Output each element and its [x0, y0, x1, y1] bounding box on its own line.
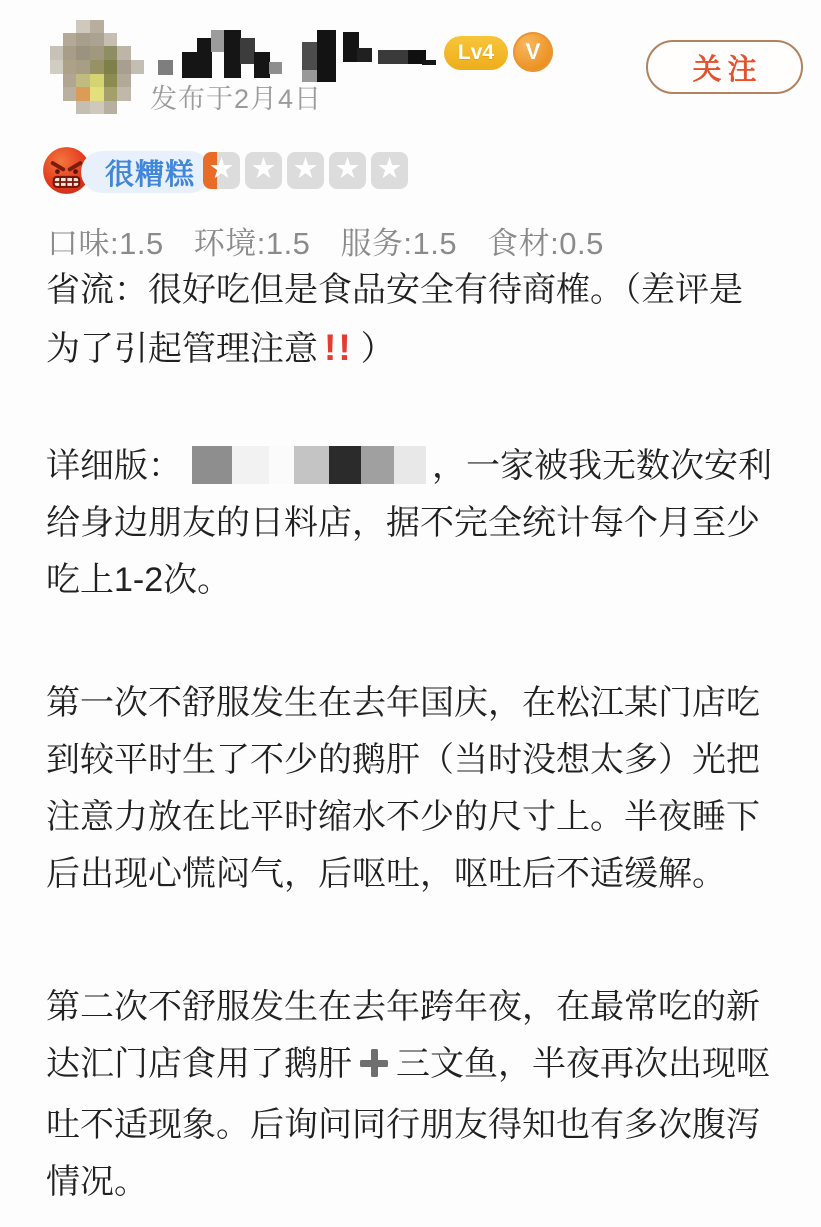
text-line: 注意力放在比平时缩水不少的尺寸上。半夜睡下 [46, 798, 760, 836]
censor-block [329, 446, 361, 484]
star-rating [203, 152, 408, 189]
censor-block [269, 62, 282, 74]
plus-icon [358, 1049, 390, 1087]
censored-restaurant-name [192, 446, 426, 484]
text-segment: 三文鱼，半夜再次出现呕 [396, 1045, 770, 1083]
text-segment: ，一家被我无数次安利 [432, 447, 772, 485]
censor-block [394, 446, 426, 484]
text-segment: 为了引起管理注意 [46, 330, 318, 368]
text-line [46, 1036, 796, 1097]
censor-block [211, 30, 225, 52]
text-line: 到较平时生了不少的鹅肝（当时没想太多）光把 [46, 741, 760, 779]
follow-button[interactable]: 关注 [646, 40, 803, 94]
censor-block [294, 446, 329, 484]
paragraph-first-incident [46, 675, 796, 903]
censor-block [158, 60, 173, 75]
censored-username[interactable] [150, 28, 438, 84]
censor-block [357, 48, 372, 62]
text-line: 后出现心慌闷气，后呕吐，呕吐后不适缓解。 [46, 855, 726, 893]
star-icon [287, 152, 324, 189]
censor-block [422, 60, 436, 65]
text-line: 第一次不舒服发生在去年国庆，在松江某门店吃 [46, 684, 760, 722]
text-segment: ） [360, 330, 395, 368]
censor-block [240, 38, 255, 64]
censor-block [361, 446, 394, 484]
censor-block [224, 30, 241, 78]
rating-label: 很糟糕 [81, 151, 211, 193]
sub-scores [47, 218, 604, 263]
verified-badge-icon: V [513, 32, 553, 72]
text-line: 第二次不舒服发生在去年跨年夜，在最常吃的新 [46, 988, 760, 1026]
double-exclamation-icon: !! [324, 327, 353, 368]
avatar[interactable] [50, 20, 144, 114]
star-glyph: ★ [250, 153, 277, 185]
text-line [46, 438, 796, 495]
text-segment: 详细版： [46, 447, 182, 485]
censor-block [269, 446, 294, 484]
star-glyph: ★ [208, 153, 235, 185]
censor-block [317, 30, 336, 82]
score-service: 服务:1.5 [340, 226, 458, 261]
text-line: 给身边朋友的日料店，据不完全统计每个月至少 [46, 504, 760, 542]
text-line: 省流：很好吃但是食品安全有待商榷。（差评是 [46, 271, 743, 309]
censor-block [197, 38, 212, 78]
text-line: 情况。 [46, 1163, 148, 1201]
text-line [46, 319, 796, 378]
star-icon [371, 152, 408, 189]
level-badge: Lv4 [444, 36, 508, 70]
star-glyph: ★ [334, 153, 361, 185]
star-icon [245, 152, 282, 189]
censor-block [182, 52, 198, 78]
star-glyph: ★ [376, 153, 403, 185]
censor-block [192, 446, 232, 484]
score-taste: 口味:1.5 [47, 226, 164, 261]
publish-date: 发布于2月4日 [150, 84, 323, 114]
star-glyph: ★ [292, 153, 319, 185]
paragraph-intro [46, 438, 796, 609]
score-ingredients: 食材:0.5 [487, 226, 604, 261]
star-icon [203, 152, 240, 189]
paragraph-summary [46, 262, 796, 378]
avatar-pixel-mosaic [50, 20, 144, 114]
censor-block [254, 52, 270, 78]
text-line: 吐不适现象。后询问同行朋友得知也有多次腹泻 [46, 1106, 760, 1144]
text-line: 吃上1-2次。 [46, 561, 232, 599]
text-segment: 达汇门店食用了鹅肝 [46, 1045, 352, 1083]
score-environment: 环境:1.5 [193, 226, 311, 261]
censor-block [232, 446, 269, 484]
paragraph-second-incident [46, 979, 796, 1211]
star-icon [329, 152, 366, 189]
